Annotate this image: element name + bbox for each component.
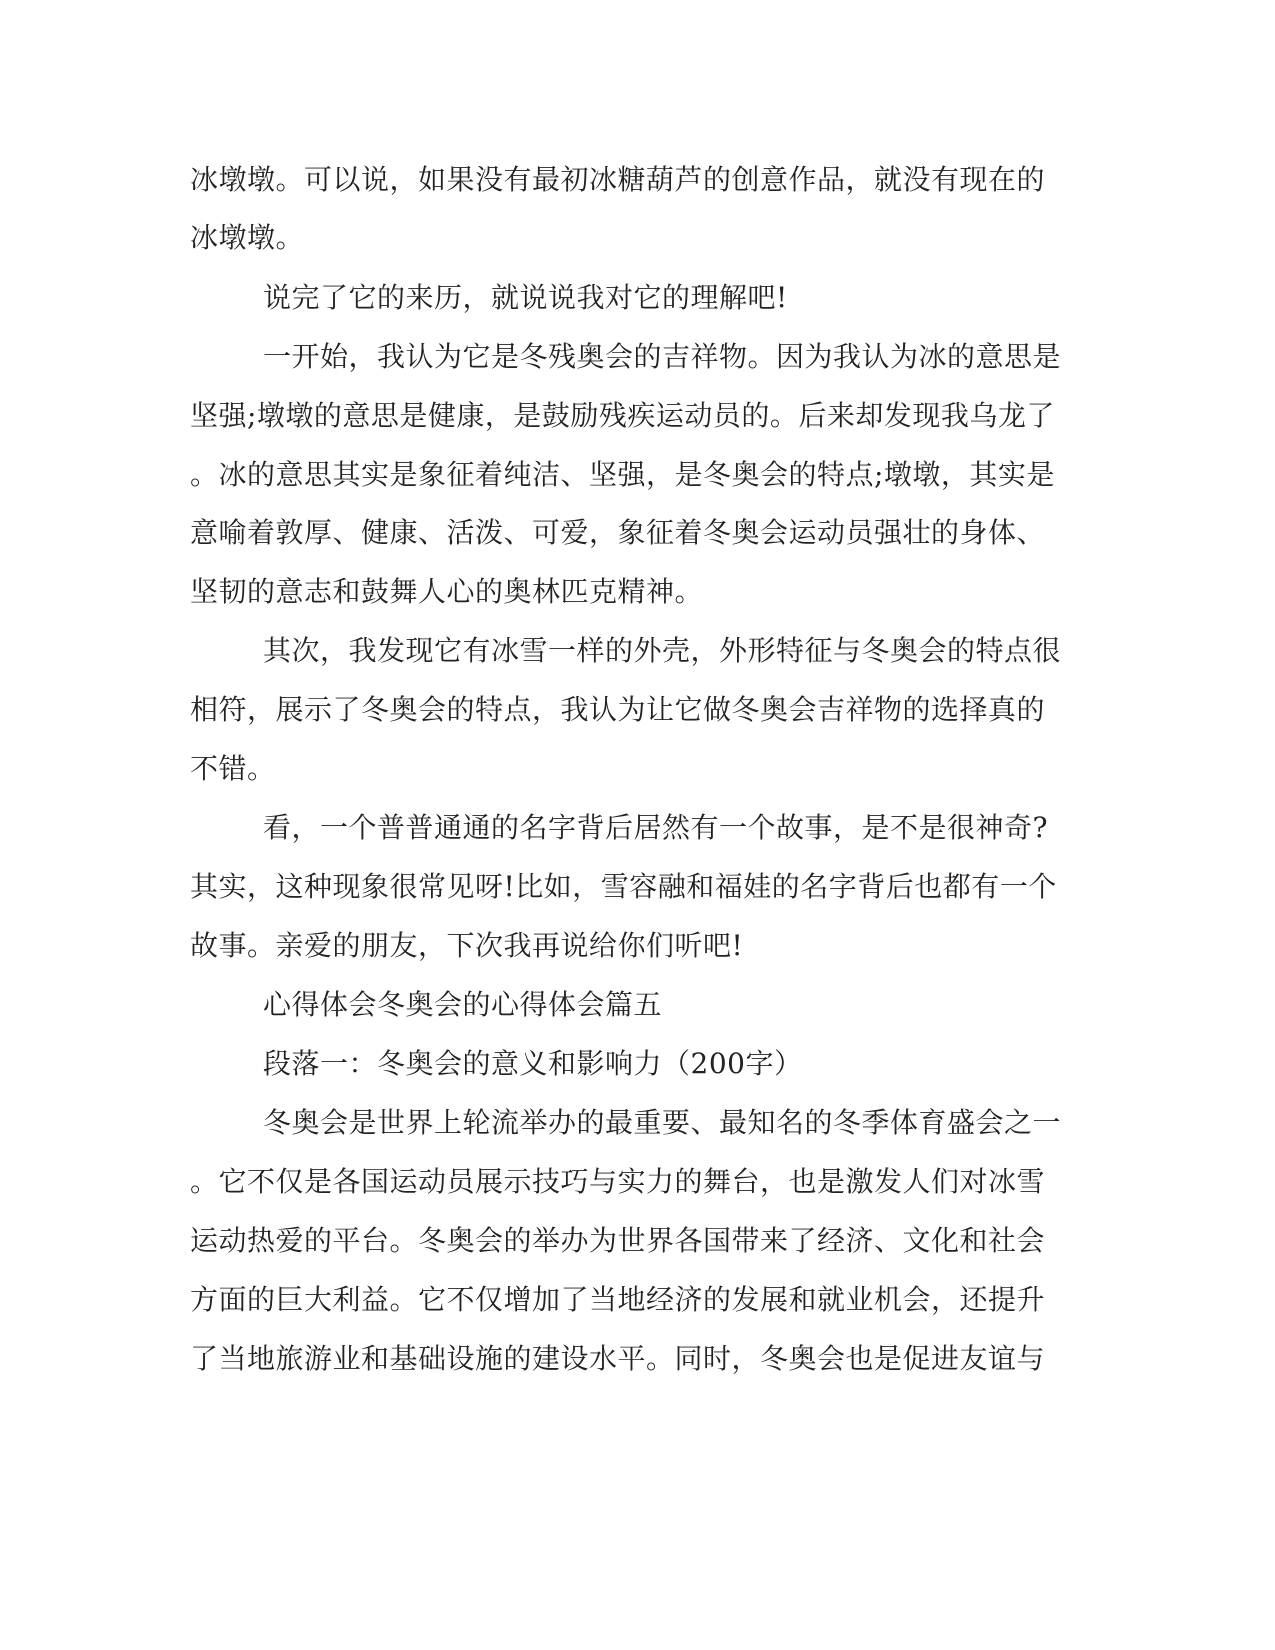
- paragraph-start-line: 一开始，我认为它是冬残奥会的吉祥物。因为我认为冰的意思是: [263, 340, 1062, 373]
- text-line: 冰墩墩。可以说，如果没有最初冰糖葫芦的创意作品，就没有现在的: [190, 163, 1046, 196]
- text-line: 其实，这种现象很常见呀!比如，雪容融和福娃的名字背后也都有一个: [190, 870, 1057, 903]
- paragraph-start-line: 看，一个普普通通的名字背后居然有一个故事，是不是很神奇?: [263, 811, 1049, 844]
- text-line: 运动热爱的平台。冬奥会的举办为世界各国带来了经济、文化和社会: [190, 1224, 1046, 1257]
- text-line: 了当地旅游业和基础设施的建设水平。同时，冬奥会也是促进友谊与: [190, 1342, 1046, 1375]
- text-line: 。冰的意思其实是象征着纯洁、坚强，是冬奥会的特点;墩墩，其实是: [190, 458, 1055, 491]
- subsection-heading: 段落一：冬奥会的意义和影响力（200字）: [263, 1047, 803, 1080]
- text-line: 不错。: [190, 752, 276, 785]
- paragraph-start-line: 冬奥会是世界上轮流举办的最重要、最知名的冬季体育盛会之一: [263, 1106, 1062, 1139]
- text-line: 坚强;墩墩的意思是健康，是鼓励残疾运动员的。后来却发现我乌龙了: [190, 399, 1055, 432]
- text-line: 。它不仅是各国运动员展示技巧与实力的舞台，也是激发人们对冰雪: [190, 1165, 1046, 1198]
- paragraph-start-line: 其次，我发现它有冰雪一样的外壳，外形特征与冬奥会的特点很: [263, 634, 1062, 667]
- section-heading: 心得体会冬奥会的心得体会篇五: [263, 988, 663, 1021]
- text-line: 冰墩墩。: [190, 221, 305, 254]
- text-line: 意喻着敦厚、健康、活泼、可爱，象征着冬奥会运动员强壮的身体、: [190, 516, 1046, 549]
- text-line: 方面的巨大利益。它不仅增加了当地经济的发展和就业机会，还提升: [190, 1283, 1046, 1316]
- paragraph-start-line: 说完了它的来历，就说说我对它的理解吧!: [263, 281, 788, 314]
- text-line: 相符，展示了冬奥会的特点，我认为让它做冬奥会吉祥物的选择真的: [190, 693, 1046, 726]
- text-line: 故事。亲爱的朋友，下次我再说给你们听吧!: [190, 929, 744, 962]
- text-line: 坚韧的意志和鼓舞人心的奥林匹克精神。: [190, 575, 704, 608]
